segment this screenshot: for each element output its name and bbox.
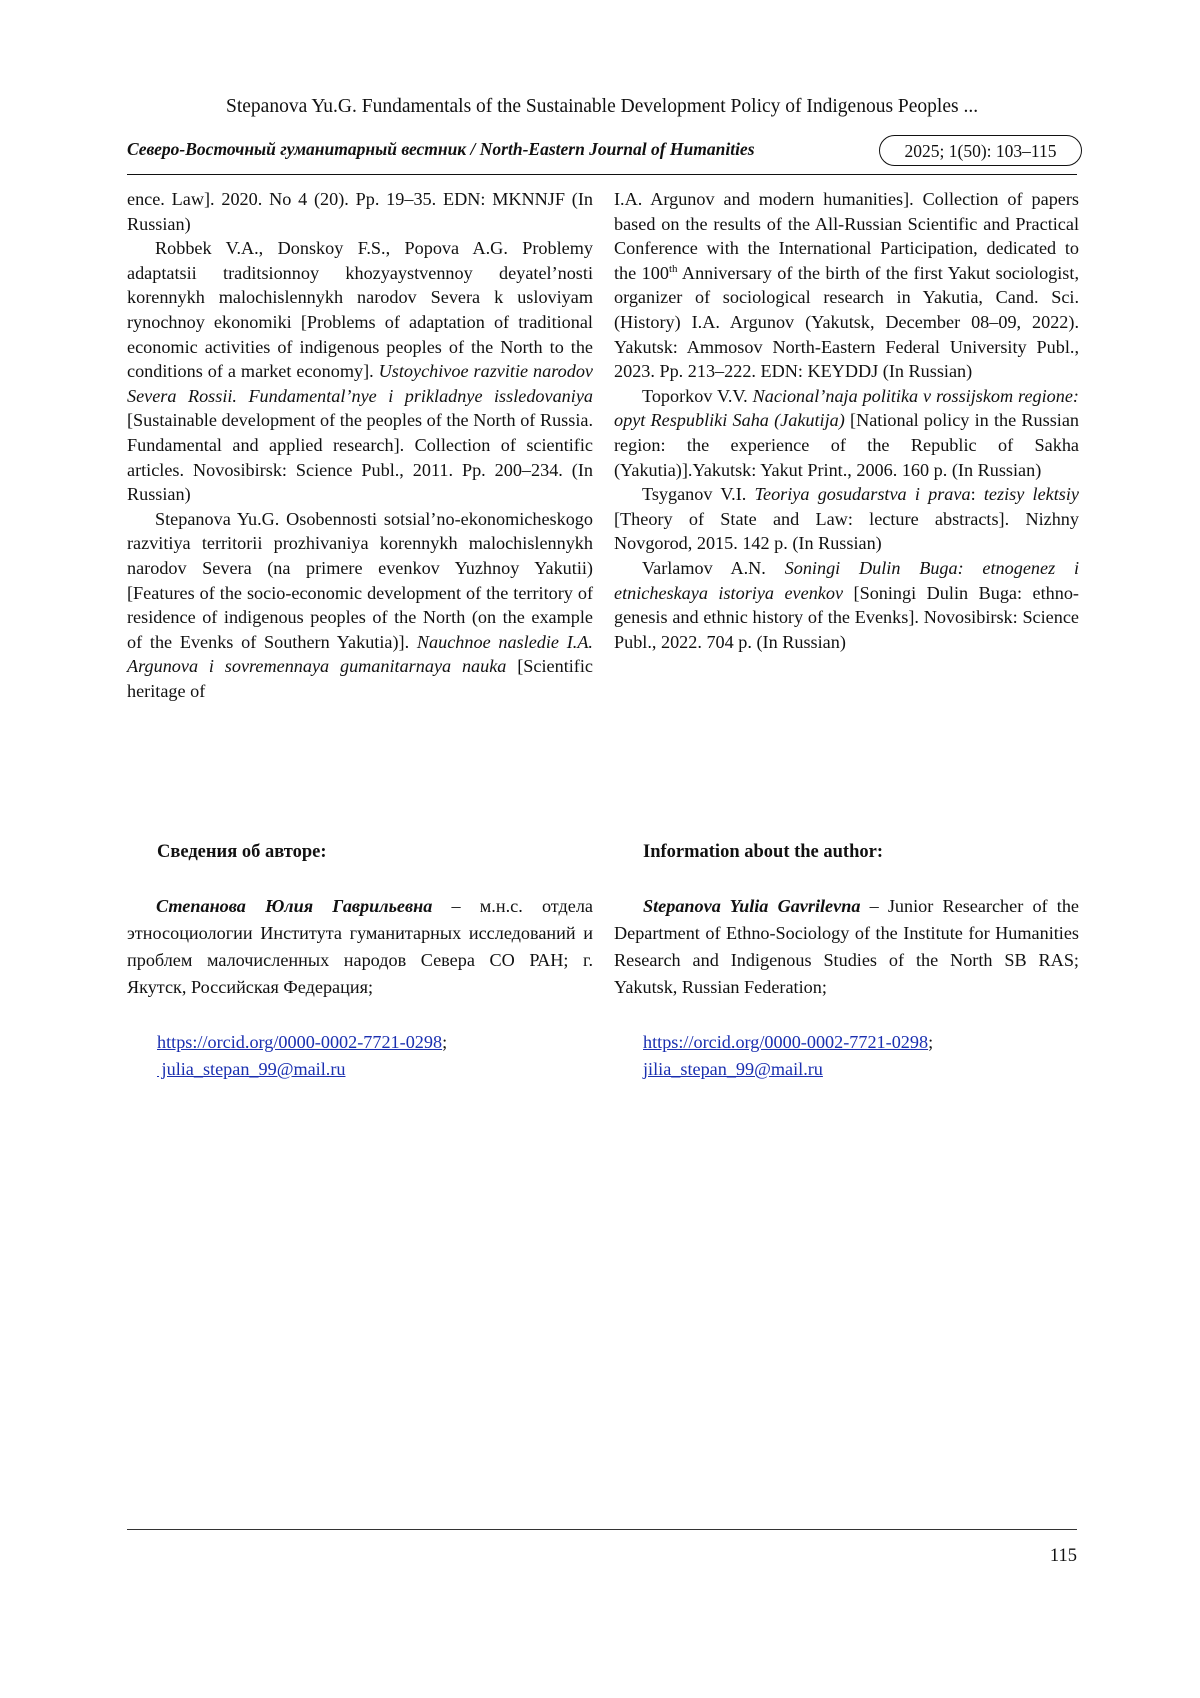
reference-item: ence. Law]. 2020. No 4 (20). Pp. 19–35. EDN: MKNNJF (In Russian) [127,189,593,234]
running-title: Stepanova Yu.G. Fundamentals of the Sustainable Development Policy of Indigenous Peoples ... [226,96,979,117]
email-link-en[interactable]: jilia_stepan_99@mail.ru [643,1059,823,1079]
author-info-ru: Степанова Юлия Гаврильевна – м.н.с. отдела этносоциологии Института гуманитарных исследований и проблем малочисленных народов Севера СО РАН; г. Якутск, Российская Федерация; [127,896,593,997]
reference-item: Robbek V.A., Donskoy F.S., Popova A.G. Problemy adaptatsii traditsionnoy khozyaystvennoy deyatel’nosti korennykh malochislennykh narodov Severa k usloviyam rynochnoy ekonomiki [Problems of adaptation of traditional economic activities of indigenous peoples of the North to the conditions of a market economy]. Ustoychivoe razvitie narodov Severa Rossii. Fundamental’nye i prikladnye issledovaniya [Sustainable development of the peoples of the North of Russia. Fundamental and applied research]. Collection of scientific articles. Novosibirsk: Science Publ., 2011. Pp. 200–234. (In Russian) [127,238,593,505]
author-links-en: https://orcid.org/0000-0002-7721-0298; jilia_stepan_99@mail.ru [643,1032,934,1079]
references-left-column [127,187,593,703]
header-divider [127,174,1077,175]
reference-item: Tsyganov V.I. Teoriya gosudarstva i prava: tezisy lektsiy [Theory of State and Law: lecture abstracts]. Nizhny Novgorod, 2015. 142 p. (In Russian) [614,484,1079,554]
reference-item: Toporkov V.V. Nacional’naja politika v rossijskom regione: opyt Respubliki Saha (Jakutija) [National policy in the Russian region: the experience of the Republic of Sakha (Yakutia)].Yakutsk: Yakut Print., 2006. 160 p. (In Russian) [614,385,1079,480]
author-heading-en: Information about the author: [643,842,883,862]
footer-divider [127,1529,1077,1530]
orcid-link-ru[interactable]: https://orcid.org/0000-0002-7721-0298 [157,1032,443,1052]
author-name-en: Stepanova Yulia Gavrilevna [643,896,861,916]
author-name-ru: Степанова Юлия Гаврильевна [156,896,433,916]
journal-header [127,134,1077,170]
reference-item: I.A. Argunov and modern humanities]. Collection of papers based on the results of the All-Russian Scientific and Practical Conference with the International Participation, dedicated to the 100th Anniversary of the birth of the first Yakut sociologist, organizer of sociological research in Yakutia, Cand. Sci. (History) I.A. Argunov (Yakutsk, December 08–09, 2022). Yakutsk: Ammosov North-Eastern Federal University Publ., 2023. Pp. 213–222. EDN: KEYDDJ (In Russian) [614,189,1079,382]
reference-item: Stepanova Yu.G. Osobennosti sotsial’no-ekonomicheskogo razvitiya territorii prozhivaniya korennykh malochislennykh narodov Severa (na primere evenkov Yuzhnoy Yakutii) [Features of the socio-economic development of the territory of residence of indigenous peoples of the North (on the example of the Evenks of Southern Yakutia)]. Nauchnoe nasledie I.A. Argunova i sovremennaya gumanitarnaya nauka [Scientific heritage of [127,508,593,701]
page-number: 115 [1049,1546,1077,1566]
author-links-ru: https://orcid.org/0000-0002-7721-0298; julia_stepan_99@mail.ru [157,1032,448,1079]
email-link-ru[interactable]: julia_stepan_99@mail.ru [157,1059,346,1079]
issue-badge: 2025; 1(50): 103–115 [879,135,1082,166]
author-info-en: Stepanova Yulia Gavrilevna – Junior Researcher of the Department of Ethno-Sociology of the Institute for Humanities Research and Indigenous Studies of the North SB RAS; Yakutsk, Russian Federation; [614,896,1079,997]
author-heading-ru: Сведения об авторе: [157,842,327,862]
reference-item: Varlamov A.N. Soningi Dulin Buga: etnogenez i etnicheskaya istoriya evenkov [Soningi Dulin Buga: ethno-genesis and ethnic history of the Evenks]. Novosibirsk: Science Publ., 2022. 704 p. (In Russian) [614,557,1079,652]
journal-name: Северо-Восточный гуманитарный вестник / North-Eastern Journal of Humanities [127,139,755,159]
orcid-link-en[interactable]: https://orcid.org/0000-0002-7721-0298 [643,1032,929,1052]
references-right-column [614,187,1079,654]
